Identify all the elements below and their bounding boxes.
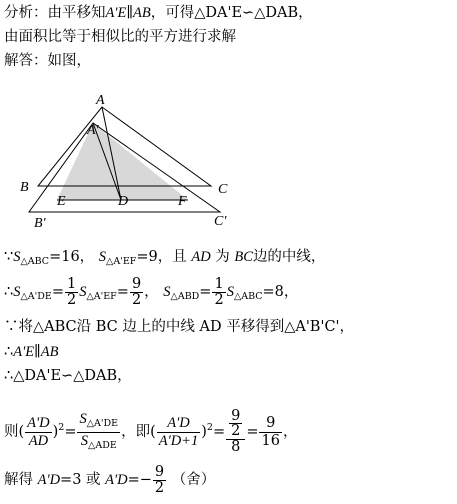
denominator: 16 xyxy=(261,432,280,449)
label-E: E xyxy=(57,194,66,209)
denominator: 2 xyxy=(131,291,142,308)
numerator: 9 xyxy=(259,415,281,433)
text: =3 或 xyxy=(60,472,101,488)
step-2 xyxy=(4,274,298,315)
comma: ， xyxy=(282,424,298,440)
area-subscript: △A'DE xyxy=(20,291,52,302)
area-symbol: S xyxy=(79,284,87,300)
label-A1: A' xyxy=(87,123,99,138)
area-symbol: S xyxy=(13,249,21,265)
denominator: 2 xyxy=(66,291,77,308)
fraction-area-ratio xyxy=(77,411,120,454)
area-value: =9，且 xyxy=(136,249,187,265)
equals: = xyxy=(64,424,77,440)
label-B: B xyxy=(20,180,29,195)
label-A: A xyxy=(96,93,105,108)
area-subscript: △A'EF xyxy=(106,256,137,267)
comma: ， xyxy=(144,284,159,300)
area-subscript: △ABC xyxy=(233,291,263,302)
denominator: A'D+1 xyxy=(158,432,199,449)
denominator: 2 xyxy=(231,423,241,439)
area-subscript: △ABD xyxy=(170,291,200,302)
numerator: A'D xyxy=(27,414,50,431)
shaded-triangle-AEF xyxy=(57,123,188,200)
analysis-label: 分析：由平移知 xyxy=(4,5,106,21)
segment-name: BC xyxy=(234,249,253,265)
text: 则 xyxy=(4,424,19,440)
area-value: =16， xyxy=(49,249,95,265)
label-C: C xyxy=(218,182,228,197)
numerator: 9 xyxy=(154,463,165,480)
exponent: 2 xyxy=(58,422,65,433)
answer-intro-line: 解答：如图， xyxy=(4,53,91,69)
equals: = xyxy=(246,424,259,440)
label-D: D xyxy=(118,194,129,209)
therefore-symbol: ∴ xyxy=(4,344,14,360)
equals: = xyxy=(116,284,129,300)
equals: = xyxy=(212,424,226,440)
area-subscript: △A'DE xyxy=(86,417,119,429)
numerator xyxy=(77,411,120,433)
segment-name: A'D xyxy=(105,472,128,488)
fraction-ratio-2 xyxy=(157,415,200,450)
fraction-ratio xyxy=(25,415,51,450)
text: 边的中线， xyxy=(252,249,326,265)
area-symbol: S xyxy=(163,284,171,300)
area-symbol: S xyxy=(80,432,89,449)
numerator: 1 xyxy=(214,275,224,292)
label-C1: C' xyxy=(214,214,227,229)
area-symbol: S xyxy=(226,284,234,300)
equals: =− xyxy=(127,472,152,488)
label-B1: B' xyxy=(34,216,46,231)
denominator: 8 xyxy=(231,439,241,455)
step-4 xyxy=(4,342,58,362)
method-line: 由面积比等于相似比的平方进行求解 xyxy=(4,29,236,45)
step-7 xyxy=(4,460,215,500)
inner-fraction xyxy=(229,409,242,439)
numerator: 9 xyxy=(231,408,241,424)
discard-note: （舍） xyxy=(171,472,216,488)
denominator: 2 xyxy=(214,291,224,308)
area-symbol: S xyxy=(13,284,21,300)
area-subscript: △A'EF xyxy=(86,291,117,302)
step-3: ∵将△ABC沿 BC 边上的中线 AD 平移得到△A'B'C'， xyxy=(4,319,355,335)
segment-name: AD xyxy=(191,249,211,265)
fraction-half xyxy=(65,277,78,308)
parallel-statement: A'E∥AB xyxy=(105,5,151,21)
exponent: 2 xyxy=(206,422,213,433)
area-subscript: △ADE xyxy=(88,439,117,451)
numerator: A'D xyxy=(157,415,200,433)
fraction-nested xyxy=(226,409,245,455)
label-F: F xyxy=(178,194,187,209)
text: ，即 xyxy=(121,424,151,440)
denominator: 2 xyxy=(154,479,165,496)
text: 为 xyxy=(215,249,230,265)
text: 解得 xyxy=(4,472,33,488)
step-5: ∴△DA'E∽△DAB， xyxy=(4,368,132,384)
therefore-symbol: ∴ xyxy=(4,284,14,300)
area-symbol: S xyxy=(98,249,107,265)
equals: = xyxy=(51,284,64,300)
denominator xyxy=(77,433,120,454)
denominator: AD xyxy=(28,432,49,449)
fraction-neg-nine-halves xyxy=(153,465,166,496)
area-symbol: S xyxy=(79,410,87,427)
step-1 xyxy=(4,247,325,272)
segment-name: A'D xyxy=(37,472,61,488)
fraction-half xyxy=(212,277,225,308)
equals: = xyxy=(199,284,212,300)
area-value: =8， xyxy=(262,284,299,300)
fraction-result xyxy=(259,415,281,450)
fraction-nine-halves xyxy=(130,277,143,308)
numerator xyxy=(226,409,245,440)
numerator: 1 xyxy=(66,275,77,292)
numerator: 9 xyxy=(131,275,142,292)
because-symbol: ∵ xyxy=(4,249,14,265)
area-subscript: △ABC xyxy=(20,256,50,267)
step-6: 则( $\frac{A'D}{AD}$ )$^2$= $\frac{S_{\triangle A'DE}}{S_{\triangle ADE}}$ ，即( $\frac{A'D}{A'D+1}$ )$^2$= $\frac{\frac{9}{2}}{8}$ = $\frac{9}{16}$ ， xyxy=(4,408,298,455)
parallel-statement: A'E∥AB xyxy=(13,344,59,360)
similar-statement: ，可得△DA'E∽△DAB， xyxy=(150,5,313,21)
